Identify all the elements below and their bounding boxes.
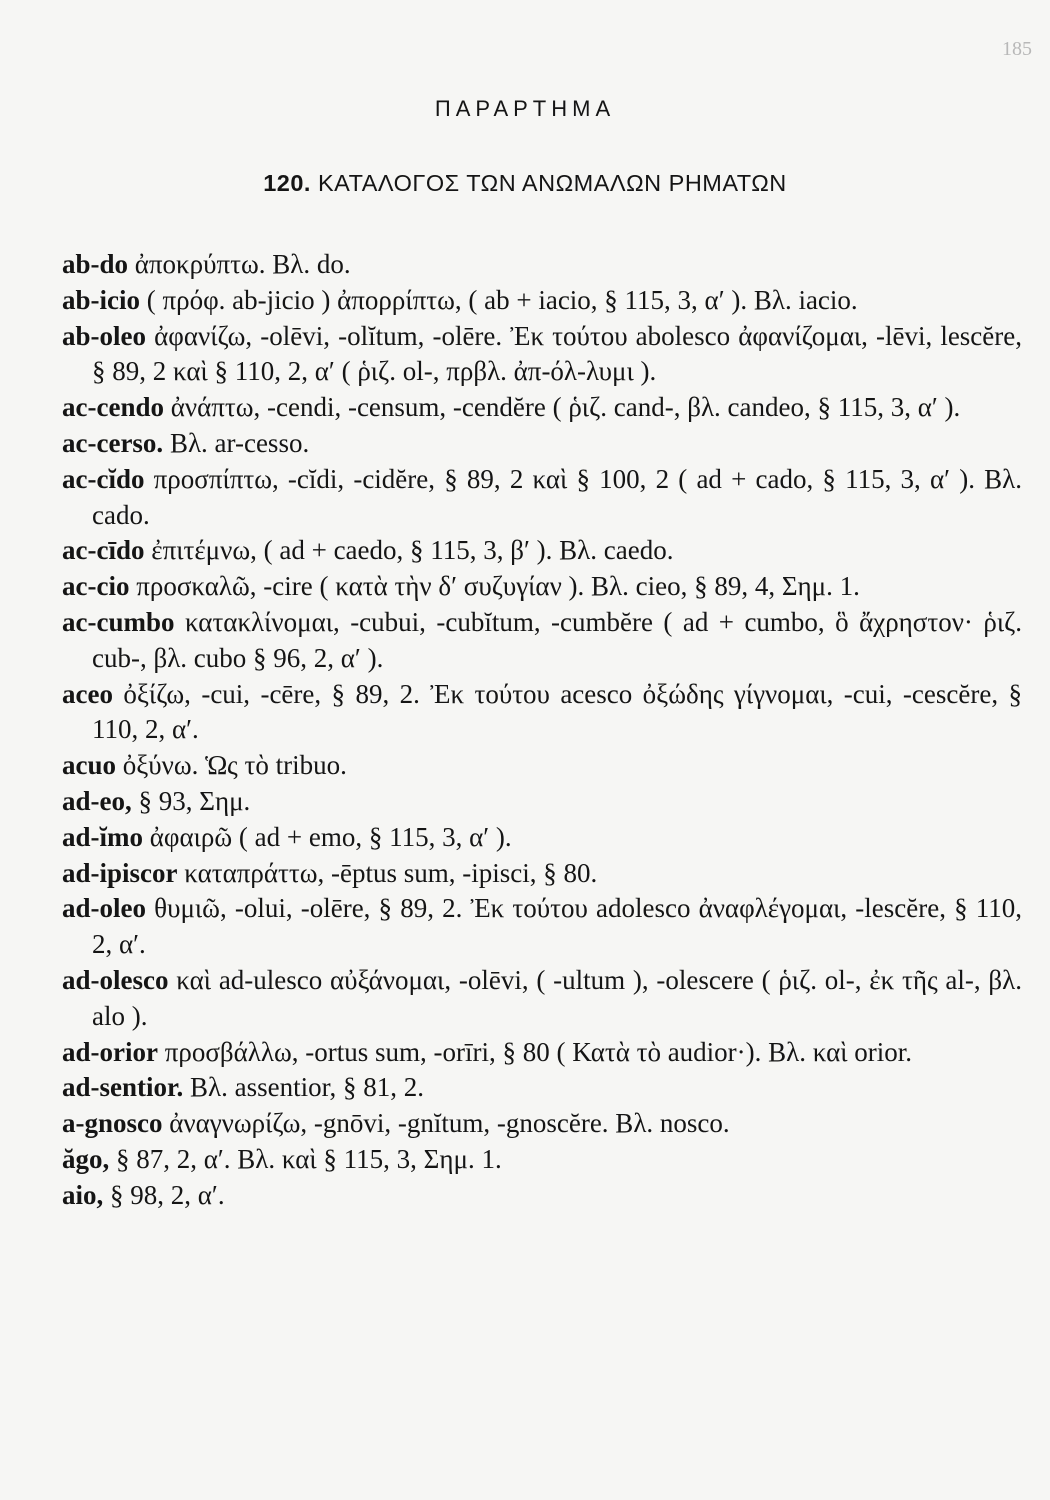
entry-text: § 87, 2, α′. Βλ. καὶ § 115, 3, Σημ. 1. [116,1143,502,1174]
entry-text: ὀξύνω. Ὡς τὸ tribuo. [122,750,347,781]
headword: acuo [62,750,116,781]
headword: ab-oleo [62,320,146,351]
headword: ac-cerso. [62,427,164,458]
headword: ad-olesco [62,964,169,995]
headword: a-gnosco [62,1108,163,1139]
headword: ăgo, [62,1143,110,1174]
list-item [62,1178,1022,1214]
list-item [62,605,1022,677]
entry-text: Βλ. assentior, § 81, 2. [190,1072,425,1103]
list-item [62,283,1022,319]
list-item [62,569,1022,605]
headword: ac-cumbo [62,606,175,637]
headword: ad-eo, [62,785,132,816]
list-item [62,426,1022,462]
entry-text: § 93, Σημ. [138,785,251,816]
section-number: 120. [263,170,311,196]
list-item [62,1035,1022,1071]
headword: ad-orior [62,1036,158,1067]
headword: ad-ĭmo [62,821,143,852]
entry-text: ὀξίζω, -cui, -cēre, § 89, 2. Ἐκ τούτου acesco ὀξώδης γίγνομαι, -cui, -cescĕre, § 110, 2, α′. [92,678,1023,745]
entry-text: ἀνάπτω, -cendi, -censum, -cendĕre ( ῥιζ. cand-, βλ. candeo, § 115, 3, α′ ). [170,392,961,423]
headword: ac-cĭdo [62,463,145,494]
entry-text: ἀφαιρῶ ( ad + emo, § 115, 3, α′ ). [149,821,512,852]
entry-text: Βλ. ar-cesso. [169,427,310,458]
running-head: ΠΑΡΑΡΤΗΜΑ [434,96,616,121]
list-item [62,963,1022,1035]
entry-text: καταπράττω, -ēptus sum, -ipisci, § 80. [184,857,598,888]
list-item [62,1142,1022,1178]
list-item [62,891,1022,963]
headword: ab-icio [62,284,140,315]
headword: ab-do [62,249,129,279]
list-item [62,390,1022,426]
headword: ad-oleo [62,893,146,924]
list-item [62,462,1022,534]
entry-text: § 98, 2, α′. [110,1179,225,1210]
list-item [62,784,1022,820]
entry-text: προσκαλῶ, -cire ( κατὰ τὴν δ′ συζυγίαν ). Βλ. cieo, § 89, 4, Σημ. 1. [136,571,860,602]
headword: aio, [62,1179,104,1210]
headword: aceo [62,678,113,709]
list-item [62,748,1022,784]
entry-text: προσβάλλω, -ortus sum, -orīri, § 80 ( Κατὰ τὸ audior·). Βλ. καὶ orior. [164,1036,913,1067]
entry-text: κατακλίνομαι, -cubui, -cubĭtum, -cumbĕre ( ad + cumbo, ὃ ἄχρηστον· ῥιζ. cub-, βλ. cubo § 96, 2, α′ ). [92,606,1023,673]
headword: ac-cio [62,571,130,602]
list-item [62,247,1022,283]
list-item [62,677,1022,749]
list-item [62,1106,1022,1142]
entry-text: ἐπιτέμνω, ( ad + caedo, § 115, 3, β′ ). Βλ. caedo. [151,535,674,566]
page-number: 185 [1002,38,1032,60]
headword: ac-cīdo [62,535,145,566]
entry-text: ἀφανίζω, -olēvi, -olĭtum, -olēre. Ἐκ τούτου abolesco ἀφανίζομαι, -lēvi, lescĕre, § 89, 2 καὶ § 110, 2, α′ ( ῥιζ. ol-, πρβλ. ἀπ-όλ-λυμι ). [92,320,1023,387]
headword: ad-ipiscor [62,857,178,888]
entry-text: θυμιῶ, -olui, -olēre, § 89, 2. Ἐκ τούτου adolesco ἀναφλέγομαι, -lescĕre, § 110, 2, α′. [92,893,1022,960]
verb-list [62,247,1022,1214]
list-item [62,820,1022,856]
entry-text: ( πρόφ. ab-jicio ) ἀπορρίπτω, ( ab + iacio, § 115, 3, α′ ). Βλ. iacio. [146,284,858,315]
section-heading: ΚΑΤΑΛΟΓΟΣ ΤΩΝ ΑΝΩΜΑΛΩΝ ΡΗΜΑΤΩΝ [318,170,787,196]
list-item [62,319,1022,391]
entry-text: ἀναγνωρίζω, -gnōvi, -gnĭtum, -gnoscĕre. Βλ. nosco. [169,1108,730,1139]
entry-text: ἀποκρύπτω. Βλ. do. [134,249,351,279]
entry-text: καὶ ad-ulesco αὐξάνομαι, -olēvi, ( -ultum ), -olescere ( ῥιζ. ol-, ἐκ τῆς al-, βλ. alo ). [92,964,1023,1031]
list-item [62,856,1022,892]
headword: ac-cendo [62,392,164,423]
headword: ad-sentior. [62,1072,184,1103]
entry-text: προσπίπτω, -cĭdi, -cidĕre, § 89, 2 καὶ § 100, 2 ( ad + cado, § 115, 3, α′ ). Βλ. cado. [92,463,1022,530]
list-item [62,533,1022,569]
list-item [62,1070,1022,1106]
section-title [0,170,1050,197]
